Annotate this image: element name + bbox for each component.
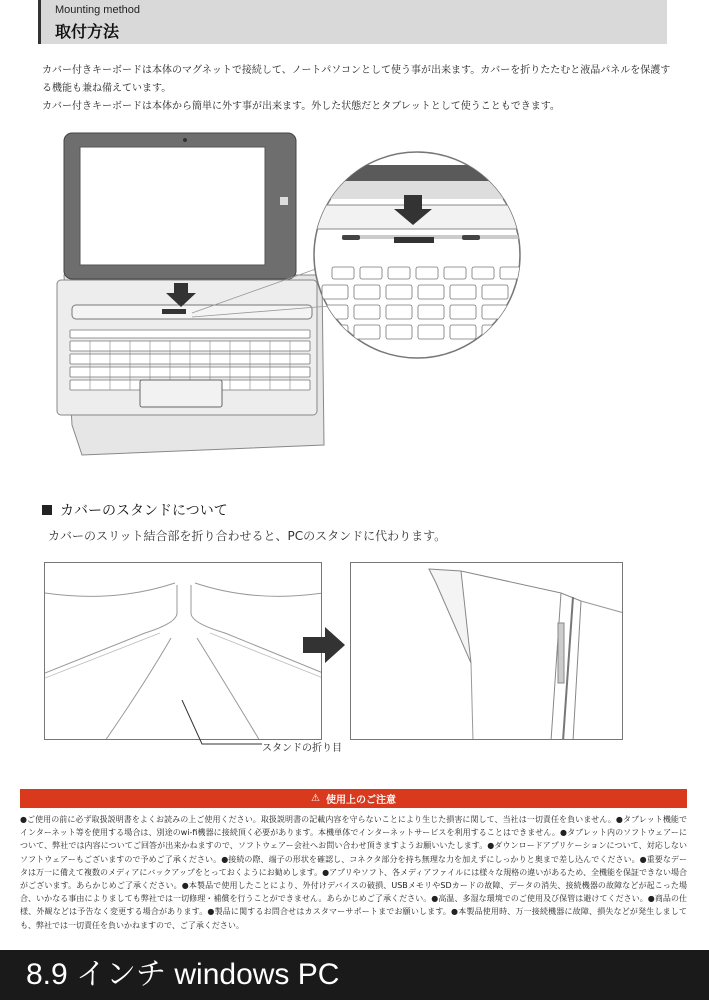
stand-folded-illustration xyxy=(350,562,623,740)
intro-line-2: カバー付きキーボードは本体から簡単に外す事が出来ます。外した状態だとタブレットとして使うこともできます。 xyxy=(42,101,560,112)
warning-icon: ⚠ xyxy=(311,793,320,804)
caution-header xyxy=(20,789,687,808)
square-bullet-icon xyxy=(42,505,52,515)
section-header xyxy=(38,0,667,44)
arrow-right-icon xyxy=(303,625,347,665)
product-title: 8.9 インチ windows PC xyxy=(26,958,340,991)
stand-section-title xyxy=(42,500,228,520)
mounting-illustration xyxy=(42,125,542,465)
stand-section-title-text: カバーのスタンドについて xyxy=(60,503,228,519)
intro-text xyxy=(42,62,672,116)
magnified-connector-view xyxy=(302,152,542,358)
stand-section-description: カバーのスリット結合部を折り合わせると、PCのスタンドに代わります。 xyxy=(48,529,447,543)
page-title: 取付方法 xyxy=(55,22,120,41)
touchpad xyxy=(140,380,222,407)
caution-title: 使用上のご注意 xyxy=(325,795,396,806)
caution-text: ●ご使用の前に必ず取扱説明書をよくお読みの上ご使用ください。取扱説明書の記載内容を守らないことにより生じた損害に関して、当社は一切責任を負いません。●タブレット機能でインターネット等を使用する場合は、別途のwi-fi機器に接続頂く必要があります。本機単体でインターネットサービスを利用することはできません。●タブレット内のソフトウェアーについて、弊社では内容についてご回答が出来かねますので、ソフトウェアー会社へお問い合わせ頂きますようお願いいたします。●ダウンロードアプリケーションについて、対応しないソフトウェアーもございますので予めご了承ください。●接続の際、端子の形状を確認し、コネクタ部分を持ち無理な力を加えずにしっかりと奥まで差し込んでください。●重要なデータは万一に備えて複数のメディアにバックアップをとっておくようにお勧めします。●アプリやソフト、各メディアファイルには様々な規格の違いがあるため、全機能を保証できない場合がございます。あらかじめご了承ください。●本製品で使用したことにより、外付けデバイスの破損、USBメモリやSDカードの故障、データの消失、接続機器の故障などが起こった場合、いかなる事由によりましても弊社では一切修理・補償を行うことができません。あらかじめご了承ください。●高温、多湿な環境でのご使用及び保管は避けてください。●商品の仕様、外観などは予告なく変更する場合があります。●製品に関するお問合せはカスタマーサポートまでお願いします。●本製品使用時、万一接続機器に故障、損失などが発生しましても、弊社では一切責任を負いかねますので、ご了承ください。 xyxy=(20,815,687,930)
header-subtitle: Mounting method xyxy=(55,4,140,16)
fold-label: スタンドの折り目 xyxy=(262,743,342,754)
intro-line-1: カバー付きキーボードは本体のマグネットで接続して、ノートパソコンとして使う事が出来ます。カバーを折りたたむと液晶パネルを保護する機能も兼ね備えています。 xyxy=(42,65,671,94)
fold-label-leader-line xyxy=(180,700,262,750)
